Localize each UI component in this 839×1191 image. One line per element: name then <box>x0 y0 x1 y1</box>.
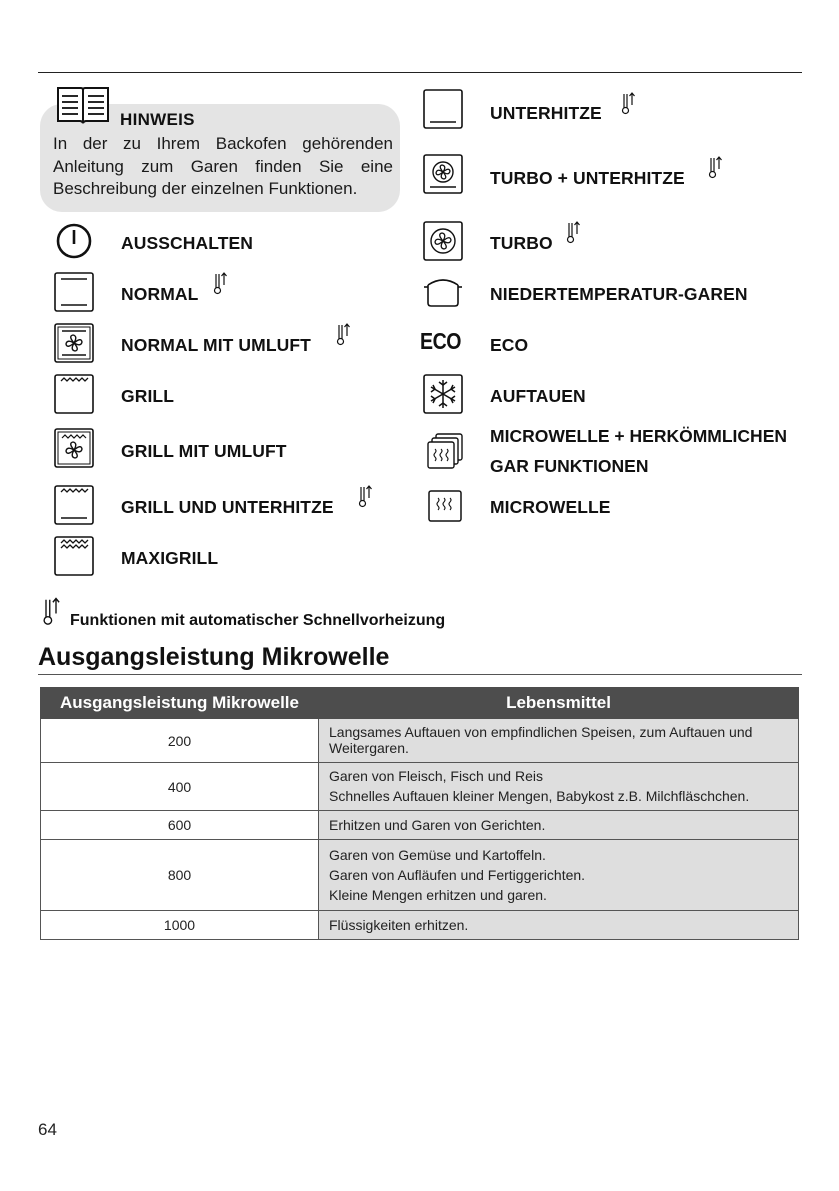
fan-top-bottom-icon <box>53 322 95 364</box>
top-rule <box>38 72 802 73</box>
description-line: Flüssigkeiten erhitzen. <box>329 916 469 933</box>
eco-icon: ECO <box>420 328 462 354</box>
power-value: 800 <box>41 840 319 911</box>
power-table <box>40 687 799 940</box>
function-label-normal-mit-umluft: NORMAL MIT UMLUFT <box>121 335 311 355</box>
microwave-icon <box>424 486 466 528</box>
turbo-icon <box>422 220 464 262</box>
preheat-thermometer-icon <box>213 271 227 295</box>
note-text: In der zu Ihrem Backofen gehörenden Anleitung zum Garen finden Sie eine Beschreibung der einzelnen Funktionen. <box>53 134 393 198</box>
power-value: 200 <box>41 719 319 763</box>
section-rule <box>38 674 802 675</box>
table-header-row <box>41 688 799 719</box>
function-label-grill-und-unterhitze: GRILL UND UNTERHITZE <box>121 497 334 517</box>
description-line: Schnelles Auftauen kleiner Mengen, Babykost z.B. Milchfläschchen. <box>329 788 750 804</box>
function-label-turbo-unterhitze: TURBO + UNTERHITZE <box>490 168 685 188</box>
power-value: 400 <box>41 763 319 811</box>
table-row <box>41 911 799 940</box>
page-number: 64 <box>38 1120 57 1139</box>
function-label-microwelle-kombi-line1: MICROWELLE + HERKÖMMLICHEN <box>490 426 788 446</box>
preheat-thermometer-icon <box>621 91 635 115</box>
function-label-microwelle-kombi-line2: GAR FUNKTIONEN <box>490 456 649 476</box>
table-row <box>41 811 799 840</box>
top-bottom-heat-icon <box>53 271 95 313</box>
preheat-thermometer-icon <box>358 484 372 508</box>
maxigrill-icon <box>53 535 95 577</box>
grill-icon <box>53 373 95 415</box>
preheat-thermometer-icon <box>336 322 350 346</box>
snowflake-icon <box>422 373 464 415</box>
description-line: Kleine Mengen erhitzen und garen. <box>329 886 547 903</box>
description-line: Garen von Fleisch, Fisch und Reis <box>329 768 543 784</box>
function-label-ausschalten: AUSSCHALTEN <box>121 233 254 253</box>
power-icon <box>53 220 95 262</box>
function-label-unterhitze: UNTERHITZE <box>490 103 602 123</box>
food-description <box>319 840 799 911</box>
table-row <box>41 719 799 763</box>
food-description <box>319 763 799 811</box>
function-label-microwelle: MICROWELLE <box>490 497 611 517</box>
grill-fan-icon <box>53 427 95 469</box>
turbo-bottom-heat-icon <box>422 153 464 195</box>
legend-text: Funktionen mit automatischer Schnellvorheizung <box>70 612 446 629</box>
pot-icon <box>422 271 464 313</box>
function-label-grill: GRILL <box>121 386 174 406</box>
power-value: 1000 <box>41 911 319 940</box>
preheat-thermometer-icon <box>566 220 580 244</box>
function-label-turbo: TURBO <box>490 233 553 253</box>
food-description <box>319 911 799 940</box>
function-label-maxigrill: MAXIGRILL <box>121 548 219 568</box>
table-header-power: Ausgangsleistung Mikrowelle <box>41 688 319 719</box>
food-description <box>319 811 799 840</box>
function-label-normal: NORMAL <box>121 284 199 304</box>
preheat-thermometer-icon <box>708 155 722 179</box>
function-label-grill-mit-umluft: GRILL MIT UMLUFT <box>121 441 287 461</box>
food-description <box>319 719 799 763</box>
description-line: Langsames Auftauen von empfindlichen Speisen, zum Auftauen und Weitergaren. <box>329 724 753 756</box>
bottom-heat-icon <box>422 88 464 130</box>
description-line: Garen von Gemüse und Kartoffeln. <box>329 846 546 863</box>
microwave-combi-icon <box>424 432 466 474</box>
table-row <box>41 840 799 911</box>
function-label-eco: ECO <box>490 335 529 355</box>
section-title: Ausgangsleistung Mikrowelle <box>38 643 390 671</box>
function-label-microwelle-kombi <box>490 421 787 481</box>
grill-bottom-heat-icon <box>53 484 95 526</box>
note-title: HINWEIS <box>120 110 195 129</box>
table-header-food: Lebensmittel <box>319 688 799 719</box>
description-line: Erhitzen und Garen von Gerichten. <box>329 816 546 833</box>
table-row <box>41 763 799 811</box>
power-value: 600 <box>41 811 319 840</box>
description-line: Garen von Aufläufen und Fertiggerichten. <box>329 866 586 883</box>
function-label-auftauen: AUFTAUEN <box>490 386 586 406</box>
function-label-niedertemperatur-garen: NIEDERTEMPERATUR-GAREN <box>490 284 748 304</box>
thermometer-arrow-icon <box>40 596 62 626</box>
book-icon <box>56 85 110 125</box>
